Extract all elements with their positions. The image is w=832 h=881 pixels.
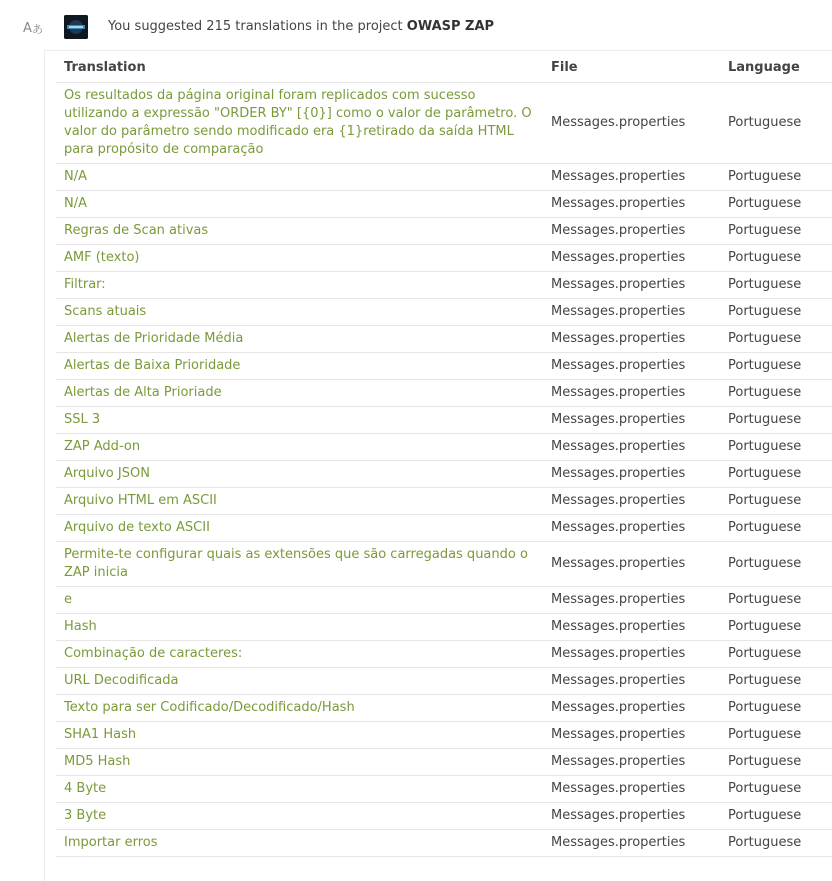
table-row bbox=[56, 380, 832, 407]
table-row bbox=[56, 587, 832, 614]
table-row bbox=[56, 488, 832, 515]
translation-cell[interactable]: 3 Byte bbox=[56, 803, 543, 830]
translation-cell[interactable]: Arquivo de texto ASCII bbox=[56, 515, 543, 542]
translation-cell[interactable]: URL Decodificada bbox=[56, 668, 543, 695]
language-cell: Portuguese bbox=[720, 407, 832, 434]
translation-cell[interactable]: Importar erros bbox=[56, 830, 543, 857]
language-cell: Portuguese bbox=[720, 695, 832, 722]
column-header-translation: Translation bbox=[56, 52, 543, 83]
translation-cell[interactable]: Hash bbox=[56, 614, 543, 641]
column-header-language: Language bbox=[720, 52, 832, 83]
translation-cell[interactable]: Regras de Scan ativas bbox=[56, 218, 543, 245]
project-avatar[interactable] bbox=[64, 15, 88, 39]
file-cell: Messages.properties bbox=[543, 668, 720, 695]
column-header-file: File bbox=[543, 52, 720, 83]
file-cell: Messages.properties bbox=[543, 830, 720, 857]
translation-cell[interactable]: Scans atuais bbox=[56, 299, 543, 326]
table-row bbox=[56, 641, 832, 668]
language-cell: Portuguese bbox=[720, 164, 832, 191]
translations-table-body bbox=[56, 83, 832, 857]
table-row bbox=[56, 407, 832, 434]
translation-cell[interactable]: Alertas de Prioridade Média bbox=[56, 326, 543, 353]
file-cell: Messages.properties bbox=[543, 515, 720, 542]
translation-cell[interactable]: Os resultados da página original foram replicados com sucesso utilizando a expressão "ORDER BY" [{0}] como o valor de parâmetro. O valor do parâmetro sendo modificado era {1}retirado da saída HTML para propósito de comparação bbox=[56, 83, 543, 164]
language-cell: Portuguese bbox=[720, 380, 832, 407]
table-row bbox=[56, 722, 832, 749]
activity-summary-text: You suggested 215 translations in the project bbox=[108, 19, 407, 34]
translation-cell[interactable]: SHA1 Hash bbox=[56, 722, 543, 749]
activity-header bbox=[0, 0, 832, 52]
translation-cell[interactable]: AMF (texto) bbox=[56, 245, 543, 272]
language-cell: Portuguese bbox=[720, 722, 832, 749]
translations-table bbox=[56, 52, 832, 857]
svg-text:あ: あ bbox=[32, 23, 43, 36]
file-cell: Messages.properties bbox=[543, 461, 720, 488]
translation-cell[interactable]: Alertas de Baixa Prioridade bbox=[56, 353, 543, 380]
file-cell: Messages.properties bbox=[543, 245, 720, 272]
translation-cell[interactable]: 4 Byte bbox=[56, 776, 543, 803]
translation-cell[interactable]: MD5 Hash bbox=[56, 749, 543, 776]
table-row bbox=[56, 749, 832, 776]
table-row bbox=[56, 272, 832, 299]
table-row bbox=[56, 353, 832, 380]
translate-icon bbox=[22, 17, 46, 37]
language-cell: Portuguese bbox=[720, 245, 832, 272]
table-row bbox=[56, 542, 832, 587]
file-cell: Messages.properties bbox=[543, 488, 720, 515]
language-cell: Portuguese bbox=[720, 587, 832, 614]
language-cell: Portuguese bbox=[720, 191, 832, 218]
language-cell: Portuguese bbox=[720, 488, 832, 515]
table-row bbox=[56, 614, 832, 641]
activity-summary bbox=[108, 18, 494, 36]
language-cell: Portuguese bbox=[720, 434, 832, 461]
table-row bbox=[56, 245, 832, 272]
file-cell: Messages.properties bbox=[543, 83, 720, 164]
table-row bbox=[56, 695, 832, 722]
table-row bbox=[56, 776, 832, 803]
project-link[interactable]: OWASP ZAP bbox=[406, 19, 495, 34]
language-cell: Portuguese bbox=[720, 614, 832, 641]
file-cell: Messages.properties bbox=[543, 191, 720, 218]
file-cell: Messages.properties bbox=[543, 641, 720, 668]
language-cell: Portuguese bbox=[720, 272, 832, 299]
table-row bbox=[56, 803, 832, 830]
file-cell: Messages.properties bbox=[543, 803, 720, 830]
file-cell: Messages.properties bbox=[543, 407, 720, 434]
translation-cell[interactable]: Arquivo JSON bbox=[56, 461, 543, 488]
translation-cell[interactable]: e bbox=[56, 587, 543, 614]
translation-cell[interactable]: Combinação de caracteres: bbox=[56, 641, 543, 668]
file-cell: Messages.properties bbox=[543, 353, 720, 380]
language-cell: Portuguese bbox=[720, 83, 832, 164]
table-header-row bbox=[56, 52, 832, 83]
language-cell: Portuguese bbox=[720, 218, 832, 245]
translation-cell[interactable]: N/A bbox=[56, 164, 543, 191]
translation-cell[interactable]: Alertas de Alta Prioriade bbox=[56, 380, 543, 407]
translation-cell[interactable]: ZAP Add-on bbox=[56, 434, 543, 461]
language-cell: Portuguese bbox=[720, 299, 832, 326]
table-row bbox=[56, 434, 832, 461]
table-row bbox=[56, 830, 832, 857]
table-row bbox=[56, 83, 832, 164]
table-row bbox=[56, 218, 832, 245]
language-cell: Portuguese bbox=[720, 776, 832, 803]
file-cell: Messages.properties bbox=[543, 614, 720, 641]
translation-cell[interactable]: Texto para ser Codificado/Decodificado/Hash bbox=[56, 695, 543, 722]
table-row bbox=[56, 164, 832, 191]
language-cell: Portuguese bbox=[720, 461, 832, 488]
file-cell: Messages.properties bbox=[543, 587, 720, 614]
language-cell: Portuguese bbox=[720, 749, 832, 776]
table-row bbox=[56, 326, 832, 353]
file-cell: Messages.properties bbox=[543, 776, 720, 803]
language-cell: Portuguese bbox=[720, 830, 832, 857]
table-row bbox=[56, 515, 832, 542]
translation-cell[interactable]: Filtrar: bbox=[56, 272, 543, 299]
language-cell: Portuguese bbox=[720, 641, 832, 668]
translation-cell[interactable]: Arquivo HTML em ASCII bbox=[56, 488, 543, 515]
language-cell: Portuguese bbox=[720, 803, 832, 830]
translation-cell[interactable]: SSL 3 bbox=[56, 407, 543, 434]
language-cell: Portuguese bbox=[720, 668, 832, 695]
translation-cell[interactable]: Permite-te configurar quais as extensões que são carregadas quando o ZAP inicia bbox=[56, 542, 543, 587]
file-cell: Messages.properties bbox=[543, 326, 720, 353]
file-cell: Messages.properties bbox=[543, 722, 720, 749]
svg-text:A: A bbox=[23, 21, 32, 36]
table-row bbox=[56, 668, 832, 695]
file-cell: Messages.properties bbox=[543, 695, 720, 722]
table-row bbox=[56, 299, 832, 326]
file-cell: Messages.properties bbox=[543, 272, 720, 299]
table-row bbox=[56, 191, 832, 218]
file-cell: Messages.properties bbox=[543, 218, 720, 245]
language-cell: Portuguese bbox=[720, 515, 832, 542]
file-cell: Messages.properties bbox=[543, 164, 720, 191]
file-cell: Messages.properties bbox=[543, 749, 720, 776]
language-cell: Portuguese bbox=[720, 353, 832, 380]
table-row bbox=[56, 461, 832, 488]
file-cell: Messages.properties bbox=[543, 299, 720, 326]
translation-cell[interactable]: N/A bbox=[56, 191, 543, 218]
file-cell: Messages.properties bbox=[543, 434, 720, 461]
file-cell: Messages.properties bbox=[543, 380, 720, 407]
language-cell: Portuguese bbox=[720, 542, 832, 587]
language-cell: Portuguese bbox=[720, 326, 832, 353]
file-cell: Messages.properties bbox=[543, 542, 720, 587]
